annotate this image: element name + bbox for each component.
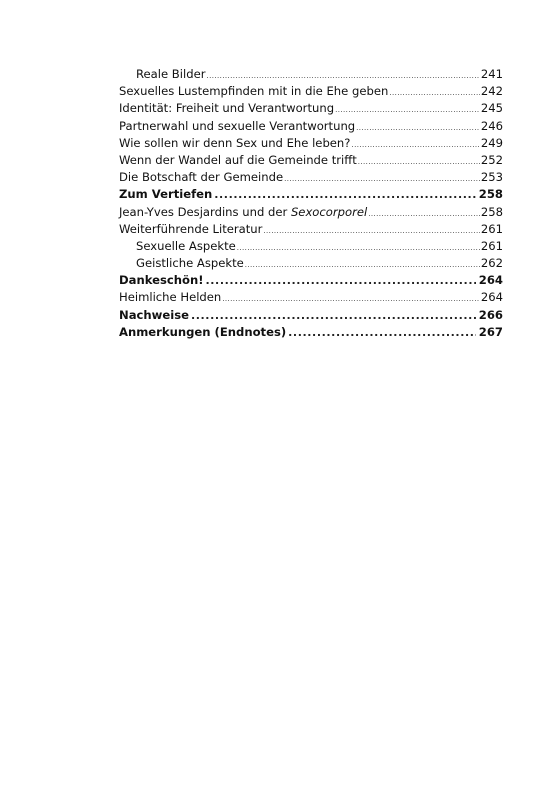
toc-entry-title: Reale Bilder	[136, 67, 206, 81]
toc-entry-title	[119, 204, 367, 221]
toc-entry[interactable]	[119, 272, 503, 289]
toc-entry-page: 249	[480, 135, 503, 150]
toc-entry-page: 264	[478, 273, 503, 288]
dot-leader	[356, 120, 480, 137]
toc-entry-page: 246	[480, 118, 503, 133]
dot-leader	[191, 307, 476, 324]
toc-entry-page: 261	[480, 238, 503, 253]
toc-entry-page: 267	[478, 324, 503, 339]
toc-entry-title: Nachweise	[119, 307, 189, 322]
dot-leader	[389, 85, 480, 102]
toc-entry-page: 252	[480, 152, 503, 167]
dot-leader	[288, 324, 476, 341]
dot-leader	[214, 186, 476, 203]
toc-entry[interactable]	[119, 100, 503, 117]
toc-entry[interactable]	[119, 169, 503, 186]
dot-leader	[351, 137, 479, 154]
toc-entry-title: Die Botschaft der Gemeinde	[119, 170, 284, 185]
toc-entry-page: 266	[478, 307, 503, 322]
toc-entry-page: 253	[480, 170, 503, 185]
toc-entry-page: 245	[480, 101, 503, 116]
toc-entry-page: 262	[480, 256, 503, 271]
toc-entry-title: Wenn der Wandel auf die Gemeinde trifft	[119, 152, 357, 167]
toc-entry-page: 258	[478, 187, 503, 202]
toc-entry[interactable]	[119, 238, 503, 255]
toc-entry[interactable]	[119, 204, 503, 221]
toc-entry-page: 242	[480, 84, 503, 99]
toc-entry-title: Sexuelles Lustempfinden mit in die Ehe geben	[119, 84, 389, 99]
toc-entry-title-italic: Sexocorporel	[290, 204, 368, 219]
toc-entry[interactable]	[119, 324, 503, 341]
toc-entry-page: 241	[480, 67, 503, 81]
toc-entry[interactable]	[119, 118, 503, 135]
toc-entry-title-text: Jean-Yves Desjardins und der	[119, 204, 291, 219]
toc-entry-title: Weiterführende Literatur	[119, 221, 263, 236]
toc-entry[interactable]	[119, 83, 503, 100]
toc-entry-title: Anmerkungen (Endnotes)	[119, 324, 287, 339]
table-of-contents	[119, 66, 503, 341]
toc-entry-title: Identität: Freiheit und Verantwortung	[119, 101, 335, 116]
dot-leader	[206, 272, 476, 289]
toc-entry-title: Zum Vertiefen	[119, 187, 213, 202]
toc-entry[interactable]	[119, 307, 503, 324]
toc-entry-page: 258	[480, 204, 503, 219]
toc-entry-title: Wie sollen wir denn Sex und Ehe leben?	[119, 135, 351, 150]
toc-entry-page: 261	[480, 221, 503, 236]
dot-leader	[358, 154, 480, 171]
toc-entry[interactable]	[119, 152, 503, 169]
dot-leader	[237, 240, 480, 257]
toc-entry[interactable]	[119, 221, 503, 238]
dot-leader	[263, 223, 479, 240]
toc-entry-page: 264	[480, 290, 503, 305]
dot-leader	[335, 102, 480, 119]
toc-entry[interactable]	[119, 135, 503, 152]
toc-entry[interactable]	[119, 186, 503, 203]
toc-entry-title: Heimliche Helden	[119, 290, 222, 305]
toc-entry-title: Dankeschön!	[119, 273, 204, 288]
dot-leader	[368, 206, 480, 223]
toc-entry-title: Geistliche Aspekte	[136, 256, 244, 271]
toc-entry[interactable]	[119, 289, 503, 306]
toc-entry-title: Partnerwahl und sexuelle Verantwortung	[119, 118, 356, 133]
toc-entry[interactable]	[119, 66, 503, 83]
toc-entry-title: Sexuelle Aspekte	[136, 238, 236, 253]
toc-entry[interactable]	[119, 255, 503, 272]
